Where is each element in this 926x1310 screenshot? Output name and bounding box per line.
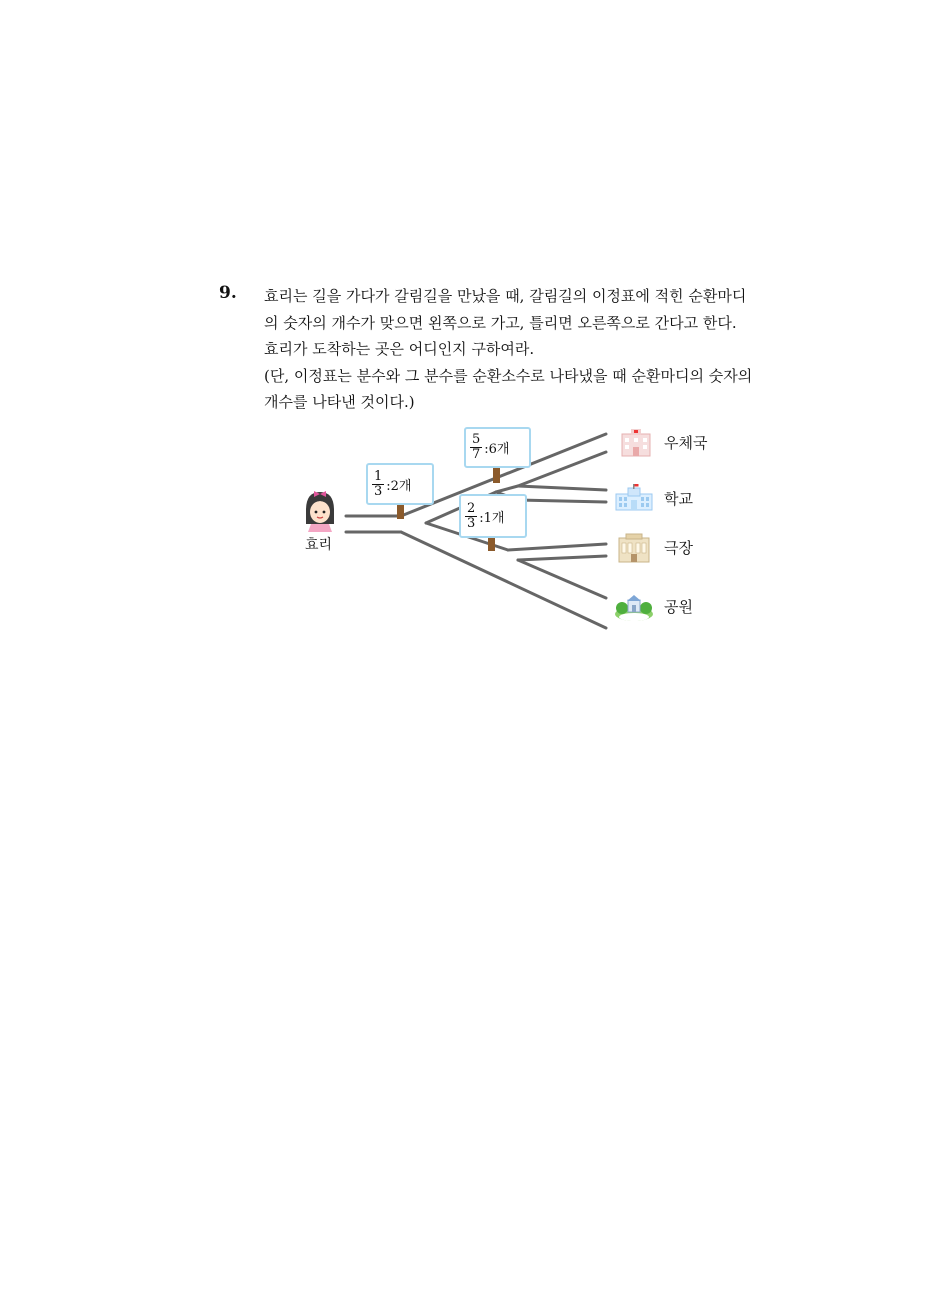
sign-count: :2개 <box>386 478 412 494</box>
question-text <box>264 283 764 416</box>
destination-school: 학교 <box>664 490 693 508</box>
start-label: 효리 <box>305 537 333 553</box>
destination-theater: 극장 <box>664 539 693 557</box>
question-number: 9. <box>219 283 237 303</box>
fraction-numerator: 2 <box>467 500 476 516</box>
sign-count: :1개 <box>479 510 505 526</box>
fraction-denominator: 3 <box>467 515 476 531</box>
question-line: 의 숫자의 개수가 맞으면 왼쪽으로 가고, 틀리면 오른쪽으로 간다고 한다. <box>264 313 737 332</box>
destination-park: 공원 <box>664 598 693 616</box>
fraction-denominator: 7 <box>472 447 481 462</box>
fraction <box>465 502 477 531</box>
signpost-5-7 <box>464 427 531 468</box>
fraction-numerator: 5 <box>472 432 481 447</box>
road-segment <box>518 486 606 490</box>
fraction <box>470 433 482 462</box>
question-line: 개수를 나타낸 것이다.) <box>264 393 415 411</box>
signpost-1-3 <box>366 463 434 505</box>
road-segment <box>518 500 606 502</box>
question-line: 효리는 길을 가다가 갈림길을 만났을 때, 갈림길의 이정표에 적힌 순환마디 <box>264 287 747 305</box>
road-segment <box>508 544 606 550</box>
fraction-denominator: 3 <box>374 483 383 499</box>
road-segment <box>518 556 606 560</box>
road-diagram <box>296 420 726 630</box>
question-line: 효리가 도착하는 곳은 어디인지 구하여라. <box>264 340 535 358</box>
sign-count: :6개 <box>484 442 510 457</box>
fraction <box>372 470 384 499</box>
question-line: (단, 이정표는 분수와 그 분수를 순환소수로 나타냈을 때 순환마디의 숫자의 <box>264 366 753 385</box>
road-segment <box>496 486 518 492</box>
girl-icon <box>302 488 338 532</box>
school-icon <box>612 484 656 512</box>
park-icon <box>614 590 654 622</box>
fraction-numerator: 1 <box>374 468 383 484</box>
road-segment <box>518 452 606 486</box>
destination-post-office: 우체국 <box>664 434 708 452</box>
theater-icon <box>616 532 652 564</box>
signpost-2-3 <box>459 494 527 538</box>
post-office-icon <box>619 426 653 458</box>
